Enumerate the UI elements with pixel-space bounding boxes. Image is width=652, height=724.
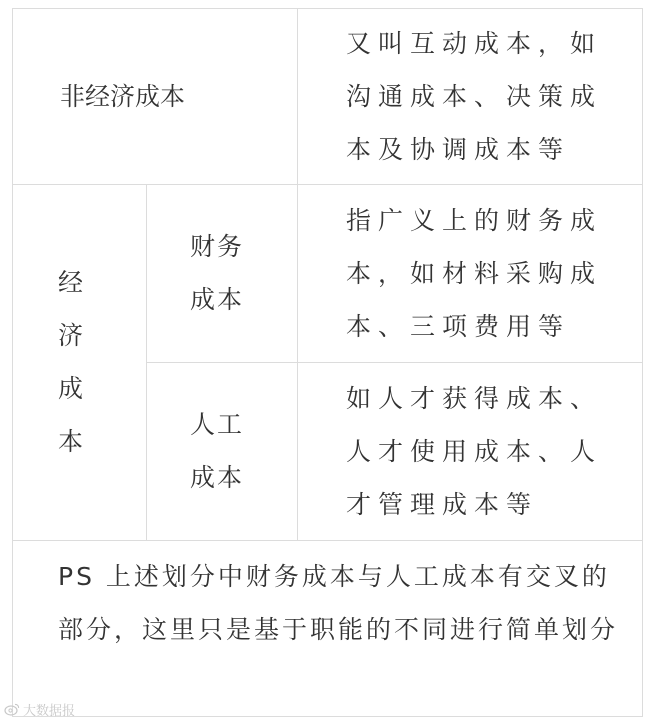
non-economic-cost-label: 非经济成本 (60, 82, 186, 111)
watermark (4, 702, 75, 722)
economic-cost-label (58, 256, 98, 468)
weibo-icon (4, 702, 20, 722)
labor-cost-desc: 如人才获得成本、人才使用成本、人才管理成本等 (346, 384, 603, 519)
table-border-top (12, 8, 643, 9)
row-divider-3 (12, 540, 643, 541)
col-divider-sub (146, 184, 147, 540)
labor-cost-label (190, 398, 260, 504)
row-divider-2 (146, 362, 643, 363)
financial-label-line-2: 成本 (190, 285, 245, 314)
economic-label-line-3: 成 (58, 374, 84, 403)
row-divider-1 (12, 184, 643, 185)
non-economic-cost-desc: 又叫互动成本，如沟通成本、决策成本及协调成本等 (346, 29, 603, 164)
economic-label-line-2: 济 (58, 321, 84, 350)
economic-label-line-4: 本 (58, 427, 84, 456)
watermark-text: 大数据报 (23, 704, 76, 719)
labor-label-line-2: 成本 (190, 463, 245, 492)
col-divider-desc (297, 8, 298, 540)
financial-cost-desc: 指广义上的财务成本，如材料采购成本、三项费用等 (346, 206, 603, 341)
table-border-bottom (12, 716, 643, 717)
economic-label-line-1: 经 (58, 268, 84, 297)
labor-label-line-1: 人工 (190, 410, 245, 439)
financial-cost-label (190, 220, 260, 326)
ps-note: PS 上述划分中财务成本与人工成本有交叉的部分，这里只是基于职能的不同进行简单划分 (58, 562, 619, 644)
table-border-left (12, 8, 13, 716)
financial-label-line-1: 财务 (190, 232, 245, 261)
